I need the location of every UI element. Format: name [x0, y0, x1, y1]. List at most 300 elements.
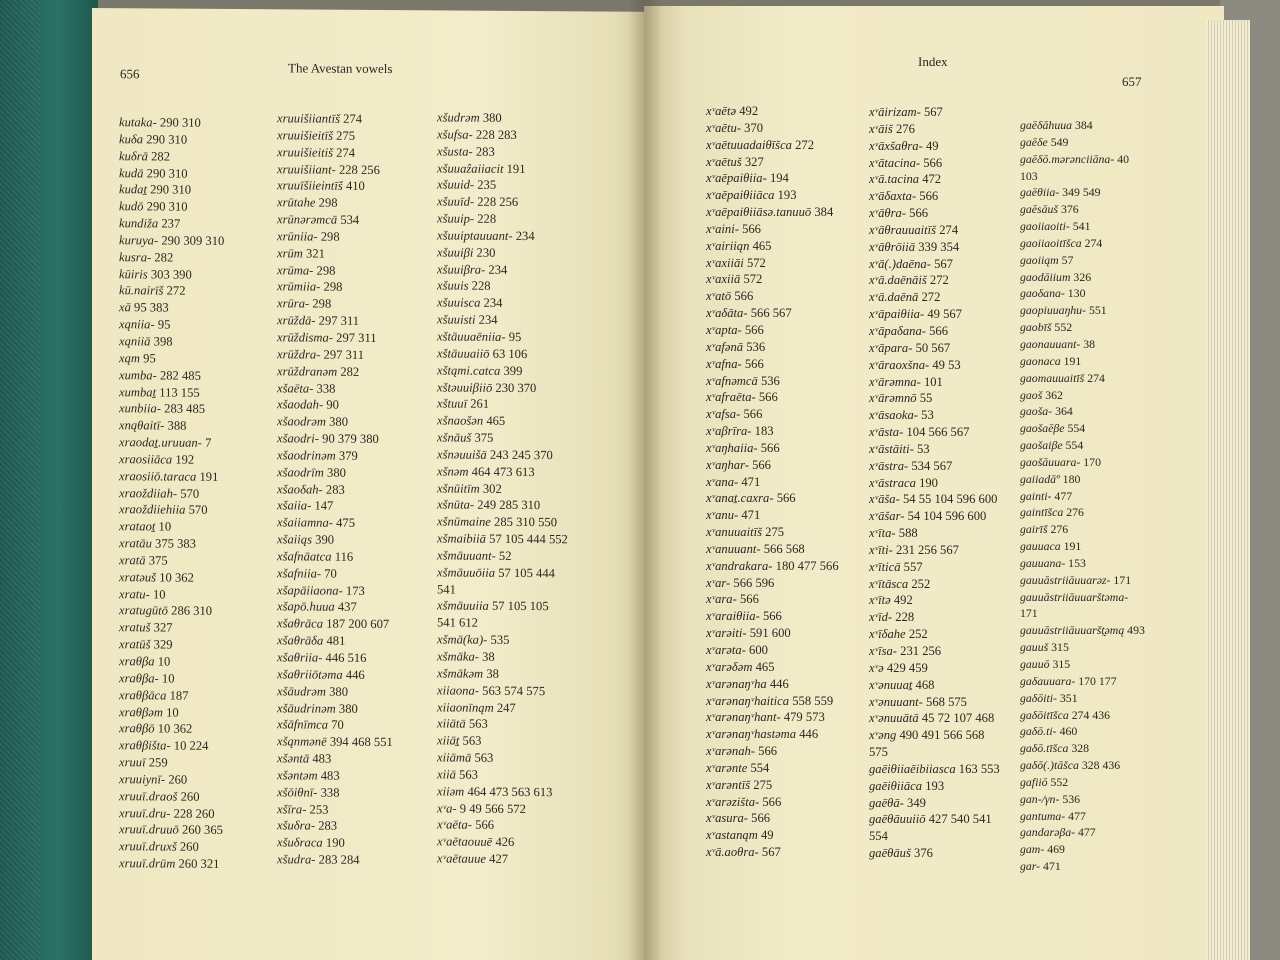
index-entry	[706, 642, 839, 659]
index-headword: gauuō	[1020, 657, 1050, 671]
index-headword: xrūnərəmcā	[277, 212, 338, 227]
index-page-refs: 563	[474, 750, 494, 765]
index-page-refs: 471	[1043, 859, 1061, 874]
index-headword: xᵛaētuuadaiθīšca	[706, 137, 792, 152]
index-entry	[1020, 740, 1145, 757]
index-page-refs: 260	[179, 839, 199, 855]
index-page-refs: 567	[923, 105, 943, 119]
index-entry	[119, 518, 224, 536]
index-entry	[869, 761, 1000, 778]
index-headword: xᵛastanąm	[706, 828, 758, 843]
index-entry	[1020, 420, 1145, 437]
index-page-refs: 446 516	[325, 650, 367, 665]
index-headword: xᵛāδaxta-	[869, 189, 917, 204]
index-entry	[706, 794, 839, 811]
book-gutter-shadow	[628, 0, 662, 960]
index-entry	[1020, 521, 1145, 538]
index-page-refs: 173	[345, 583, 365, 598]
index-headword: xiiātā	[437, 716, 466, 731]
index-headword: kusra-	[119, 249, 152, 265]
book-cover-green	[0, 0, 98, 960]
index-entry	[437, 463, 568, 481]
index-entry	[706, 474, 839, 491]
index-entry	[1020, 353, 1145, 370]
index-entry	[437, 632, 568, 650]
index-page-refs: 437	[337, 600, 357, 615]
index-page-refs: 70	[331, 718, 344, 733]
index-page-refs: 534	[340, 212, 360, 227]
index-headword: xᵛatō	[706, 289, 732, 304]
index-headword: xratūš	[119, 637, 151, 652]
index-page-refs: 228	[477, 211, 497, 226]
index-headword: xruuišieitīš	[277, 128, 333, 143]
index-entry	[869, 542, 1000, 559]
index-entry	[706, 322, 839, 339]
index-entry	[437, 446, 568, 464]
index-page-refs: 554	[1065, 438, 1084, 453]
index-entry	[277, 700, 393, 718]
index-headword: xrūždisma-	[277, 330, 333, 345]
index-entry	[706, 457, 839, 474]
index-page-refs: 191	[1063, 353, 1082, 368]
index-page-refs: 192	[175, 452, 195, 467]
index-headword: xᵛāšar-	[869, 509, 905, 524]
index-page-refs: 228	[895, 610, 915, 625]
index-page-refs: 328	[1071, 741, 1090, 756]
index-entry	[869, 609, 1000, 626]
index-headword: xrūždā-	[277, 313, 316, 328]
index-headword: xšąnmǝnē	[277, 734, 327, 749]
index-headword: xᵛā.tacina	[869, 172, 920, 187]
index-headword: xšnaošən	[437, 413, 484, 428]
index-page-refs: 591 600	[749, 626, 791, 641]
index-page-refs: 376	[1060, 202, 1079, 217]
index-entry	[1020, 134, 1145, 151]
index-entry	[437, 278, 568, 296]
index-headword: xšuuisca	[437, 295, 481, 310]
index-page-refs: 282	[340, 364, 360, 379]
index-page-refs: 57 105 105	[491, 599, 549, 614]
index-headword: kuδrā	[119, 148, 148, 164]
index-page-refs: 379	[338, 448, 358, 463]
index-page-refs: 163 553	[958, 761, 1000, 776]
index-headword: xruuī	[119, 755, 146, 770]
index-headword: gaonauuant-	[1020, 336, 1081, 351]
index-headword: xᵛafna-	[706, 356, 742, 371]
index-headword: xᵛīδahe	[869, 627, 906, 642]
index-page-refs: 566	[742, 221, 761, 236]
index-headword: gaodāiium	[1020, 269, 1071, 284]
index-headword: xšudra-	[277, 852, 316, 867]
index-headword: gaošāuuara-	[1020, 454, 1081, 469]
index-headword: xruuī.druxš	[119, 839, 177, 854]
index-headword: xšaiiąs	[277, 532, 312, 547]
index-page-refs: 566	[758, 390, 778, 405]
index-headword: xumba-	[119, 367, 157, 383]
index-page-refs: 315	[1052, 657, 1071, 671]
index-headword: xraoždiiah-	[119, 485, 178, 501]
index-headword: gaēθāuš	[869, 846, 911, 861]
index-page-refs: 465	[486, 413, 506, 429]
index-page-refs: 349 549	[1062, 185, 1101, 200]
index-entry	[1020, 151, 1145, 168]
index-entry	[706, 541, 839, 558]
index-entry	[1020, 285, 1145, 302]
index-page-refs: 63 106	[492, 346, 528, 361]
index-entry	[277, 447, 393, 465]
index-page-refs: 130	[1067, 286, 1086, 301]
index-entry	[706, 103, 839, 120]
index-page-refs: 290 310	[146, 132, 188, 147]
index-entry	[437, 312, 568, 330]
index-headword: xšmaibiiā	[437, 531, 486, 546]
index-entry	[1020, 117, 1145, 134]
index-headword: gaomauuaitīš	[1020, 370, 1085, 385]
right-page	[644, 6, 1224, 960]
index-headword: xšmāuuōiia	[437, 565, 496, 580]
index-entry	[119, 636, 224, 654]
index-entry	[437, 109, 568, 127]
index-page-refs: 351	[1059, 690, 1078, 705]
index-headword: xᵛātacina-	[869, 155, 921, 170]
index-headword: kū.nairīš	[119, 283, 164, 298]
index-headword: gaδō(.)tāšca	[1020, 758, 1079, 773]
index-headword: xšəntəm	[277, 768, 318, 783]
index-headword: xrūra-	[277, 296, 310, 311]
index-headword: gaoiiaoiti-	[1020, 219, 1070, 234]
index-entry	[869, 811, 1000, 828]
index-headword: xšuuid-	[437, 177, 475, 193]
index-headword: xšmāuuant-	[437, 548, 496, 563]
index-entry	[119, 620, 224, 638]
index-page-refs: 566	[760, 440, 780, 455]
index-entry	[277, 127, 393, 145]
index-entry	[869, 323, 1000, 340]
index-entry	[869, 795, 1000, 812]
index-page-refs: 468	[915, 677, 935, 692]
left-running-head: The Avestan vowels	[288, 60, 393, 77]
index-headword: xrūždranəm	[277, 363, 338, 379]
index-headword: xᵛāpara-	[869, 340, 913, 355]
index-page-refs: 380	[482, 110, 502, 125]
index-entry	[277, 464, 393, 482]
index-page-refs: 180	[1062, 471, 1081, 486]
index-headword: xᵛaxiiāi	[706, 255, 744, 270]
index-entry	[1020, 639, 1145, 656]
index-entry	[869, 441, 1000, 458]
index-entry	[119, 384, 224, 402]
index-headword: xᵛarənaŋᵛhant-	[706, 710, 781, 725]
index-page-refs: 228	[471, 279, 491, 294]
index-page-refs: 95 383	[134, 300, 169, 315]
index-headword: xruuišiiantīš	[277, 111, 340, 126]
index-headword: xᵛaxiiā	[706, 272, 741, 287]
index-page-refs: 380	[329, 414, 349, 429]
index-entry	[1020, 269, 1145, 286]
index-entry	[437, 227, 568, 245]
index-headword: xšaiiamna-	[277, 515, 333, 530]
index-page-refs: 49 53	[932, 357, 961, 372]
index-headword: xšnūta-	[437, 497, 475, 513]
index-page-refs: 247	[496, 700, 516, 715]
index-headword: xᵛanuuaitīš	[706, 525, 762, 540]
index-entry	[869, 205, 1000, 222]
index-entry	[277, 363, 393, 381]
index-page-refs: 274 436	[1071, 707, 1111, 722]
index-entry	[277, 717, 393, 735]
index-entry	[277, 531, 393, 549]
index-headword: xšuuip-	[437, 211, 475, 226]
index-entry	[119, 468, 224, 486]
index-entry	[1020, 437, 1145, 454]
index-page-refs: 259	[148, 755, 168, 770]
index-entry	[1020, 690, 1145, 707]
index-page-refs: 321	[306, 246, 325, 261]
index-entry	[119, 451, 224, 469]
index-page-refs: 492	[893, 593, 913, 608]
index-headword: gauuāstriiāuuarəz-	[1020, 572, 1111, 587]
index-entry	[706, 120, 839, 137]
index-headword: gauuaca	[1020, 539, 1061, 554]
index-headword: kūiris	[119, 266, 148, 281]
index-page-refs: 283	[318, 819, 338, 834]
index-page-refs: 153	[1068, 555, 1086, 570]
index-page-refs: 464 473 613	[471, 464, 535, 479]
index-headword: xraosiiō.taraca	[119, 468, 197, 484]
index-entry	[119, 283, 224, 301]
index-entry	[119, 754, 224, 772]
index-entry	[1020, 252, 1145, 269]
index-entry	[869, 508, 1000, 525]
index-headword: xumbaṯ	[119, 384, 157, 399]
index-page-refs: 103	[1020, 168, 1038, 183]
index-headword: xᵛarənaŋᵛha	[706, 676, 767, 691]
index-page-refs: 563	[468, 717, 488, 732]
index-page-refs: 95	[143, 351, 156, 366]
index-headword: xšapāiiaona-	[277, 582, 343, 598]
index-entry	[277, 548, 393, 566]
index-page-refs: 362	[1045, 387, 1063, 402]
index-headword: xšaθrāδa	[277, 633, 324, 648]
index-entry	[869, 306, 1000, 323]
index-entry	[869, 171, 1000, 188]
index-headword: gaēθā-	[869, 795, 904, 810]
index-headword: xšmāuuiia	[437, 598, 489, 614]
index-entry	[119, 434, 224, 452]
index-headword: xᵛanuuant-	[706, 541, 761, 556]
index-page-refs: 384	[814, 205, 834, 220]
index-entry	[706, 625, 839, 642]
index-headword: xᵛā.daēnā	[869, 290, 919, 305]
index-page-refs: 541	[1072, 219, 1091, 234]
index-page-refs: 171	[1113, 572, 1132, 587]
index-entry	[1020, 673, 1145, 690]
index-headword: gaoδana-	[1020, 286, 1065, 301]
index-entry	[706, 440, 839, 457]
index-entry	[706, 170, 839, 187]
index-entry	[277, 312, 393, 330]
index-headword: kuruya-	[119, 233, 159, 248]
index-page-refs: 190	[325, 835, 345, 851]
index-headword: xšīra-	[277, 801, 307, 817]
index-headword: xᵛīsa-	[869, 644, 898, 658]
index-headword: gaoiiaoitīšca	[1020, 235, 1082, 250]
index-page-refs: 327	[744, 154, 764, 169]
index-entry	[869, 626, 1000, 643]
index-page-refs: 567	[934, 256, 953, 271]
index-headword: xštāuuaiiō	[437, 346, 490, 361]
index-entry	[1020, 824, 1145, 841]
index-headword: xšaθriiōtəma	[277, 667, 343, 682]
index-page-refs: 228 256	[338, 162, 380, 177]
index-headword: gaobīš	[1020, 320, 1052, 335]
index-page-refs: 570	[180, 486, 200, 501]
index-entry	[869, 424, 1000, 441]
index-entry	[119, 198, 224, 216]
index-page-refs: 394 468 551	[329, 734, 393, 750]
index-entry	[437, 665, 568, 683]
index-entry	[1020, 858, 1145, 875]
index-headword: xᵛandrakara-	[706, 558, 773, 573]
index-entry	[706, 608, 839, 625]
index-page-refs: 272	[929, 273, 949, 288]
index-page-refs: 9 49 566 572	[459, 801, 526, 816]
index-entry	[869, 374, 1000, 391]
index-headword: xᵛafraēta-	[706, 390, 756, 405]
index-headword: xᵛārəmna-	[869, 374, 921, 389]
index-headword: xᵛāxšaθra-	[869, 138, 923, 153]
index-entry	[119, 838, 224, 856]
index-entry	[119, 148, 224, 166]
index-entry	[1020, 791, 1145, 808]
index-page-refs: 49 567	[927, 307, 962, 322]
index-headword: xᵛītāsca	[869, 576, 909, 591]
index-headword: xruuišiiant-	[277, 161, 336, 177]
index-page-refs: 375	[148, 553, 168, 568]
index-page-refs: 475	[336, 515, 356, 531]
index-headword: xᵛīd-	[869, 610, 893, 625]
index-entry	[119, 822, 224, 840]
index-headword: xᵛāθrōiiā	[869, 239, 916, 254]
index-headword: xᵛarəta-	[706, 643, 746, 657]
index-entry	[706, 305, 839, 322]
index-entry	[437, 160, 568, 178]
index-headword: gaēθiia-	[1020, 185, 1060, 200]
index-headword: xraθβa-	[119, 671, 159, 686]
index-headword: xšāfnīmca	[277, 717, 329, 733]
index-headword: xrūmiia-	[277, 279, 321, 295]
index-entry	[277, 750, 393, 768]
index-entry	[119, 232, 224, 250]
index-headword: xᵛanu-	[706, 508, 739, 523]
index-page-refs: 446	[799, 727, 819, 742]
index-page-refs: 563	[459, 767, 478, 782]
index-page-refs: 588	[898, 526, 918, 541]
index-entry	[1020, 218, 1145, 235]
index-page-refs: 471	[741, 474, 761, 489]
index-headword: xiiəm	[437, 784, 465, 799]
index-headword: xrūniia-	[277, 229, 318, 244]
index-page-refs: 234	[488, 262, 508, 277]
index-entry	[706, 659, 839, 676]
index-headword: gaēδe	[1020, 134, 1048, 149]
index-headword: gaδō.ti-	[1020, 724, 1057, 739]
index-headword: xᵛāstāiti-	[869, 441, 914, 456]
index-entry	[1020, 201, 1145, 218]
left-page-number: 656	[120, 66, 140, 82]
index-headword: xšnūitīm	[437, 480, 480, 496]
index-entry	[706, 204, 839, 221]
index-headword: gaoiiąm	[1020, 252, 1059, 267]
index-headword: xᵛairiiąn	[706, 238, 750, 253]
index-page-refs: 566	[758, 744, 778, 759]
index-entry	[869, 155, 1000, 172]
index-headword: gaδō.tīšca	[1020, 741, 1069, 756]
index-page-refs: 104 566 567	[906, 425, 970, 440]
index-page-refs: 566	[739, 592, 759, 607]
index-page-refs: 274	[336, 145, 356, 160]
index-page-refs: 566	[744, 322, 764, 337]
index-headword: xšudrəm	[437, 110, 480, 125]
index-headword: xᵛafənā	[706, 339, 744, 354]
index-entry	[869, 407, 1000, 424]
index-page-refs: 237	[161, 216, 181, 231]
index-headword: gaēsāuš	[1020, 202, 1059, 217]
index-headword: xᵛaēpaiθiia-	[706, 171, 767, 186]
index-entry	[437, 716, 568, 734]
index-headword: kudō	[119, 199, 144, 214]
index-entry	[706, 221, 839, 238]
index-entry	[437, 682, 568, 700]
index-entry	[706, 693, 839, 710]
index-entry	[119, 569, 224, 587]
index-page-refs: 390	[315, 532, 335, 547]
index-entry	[277, 582, 393, 600]
index-entry	[437, 379, 568, 397]
index-page-refs: 283	[475, 144, 495, 159]
index-page-refs: 10 362	[157, 721, 193, 737]
index-page-refs: 477	[1054, 488, 1073, 503]
index-entry	[706, 743, 839, 760]
index-entry	[437, 851, 568, 869]
index-headword: xᵛāraoxšna-	[869, 357, 930, 372]
index-headword: xᵛanaṯ.caxra-	[706, 491, 774, 506]
index-entry	[1020, 488, 1145, 505]
index-page-refs: 541 612	[437, 615, 478, 631]
index-page-refs: 191	[506, 161, 526, 176]
index-headword: xšaodri-	[277, 431, 319, 446]
index-page-refs: 50 567	[915, 340, 951, 355]
index-page-refs: 190	[919, 475, 938, 490]
index-entry	[277, 481, 393, 499]
index-page-refs: 364	[1055, 404, 1073, 419]
index-entry	[119, 401, 224, 419]
index-headword: xšmā(ka)-	[437, 632, 488, 647]
index-entry	[277, 329, 393, 347]
index-page-refs: 57	[1061, 252, 1074, 267]
index-page-refs: 10	[161, 671, 175, 686]
index-entry	[869, 289, 1000, 306]
index-headword: gaopiuuaŋhu-	[1020, 303, 1086, 318]
index-page-refs: 315	[1051, 640, 1069, 655]
index-page-refs: 38	[1083, 336, 1096, 351]
index-entry	[1020, 605, 1145, 622]
index-page-refs: 235	[477, 178, 497, 193]
index-page-refs: 399	[503, 363, 523, 378]
index-entry	[869, 845, 1000, 862]
index-page-refs: 147	[314, 498, 334, 514]
index-headword: xšusta-	[437, 144, 473, 159]
